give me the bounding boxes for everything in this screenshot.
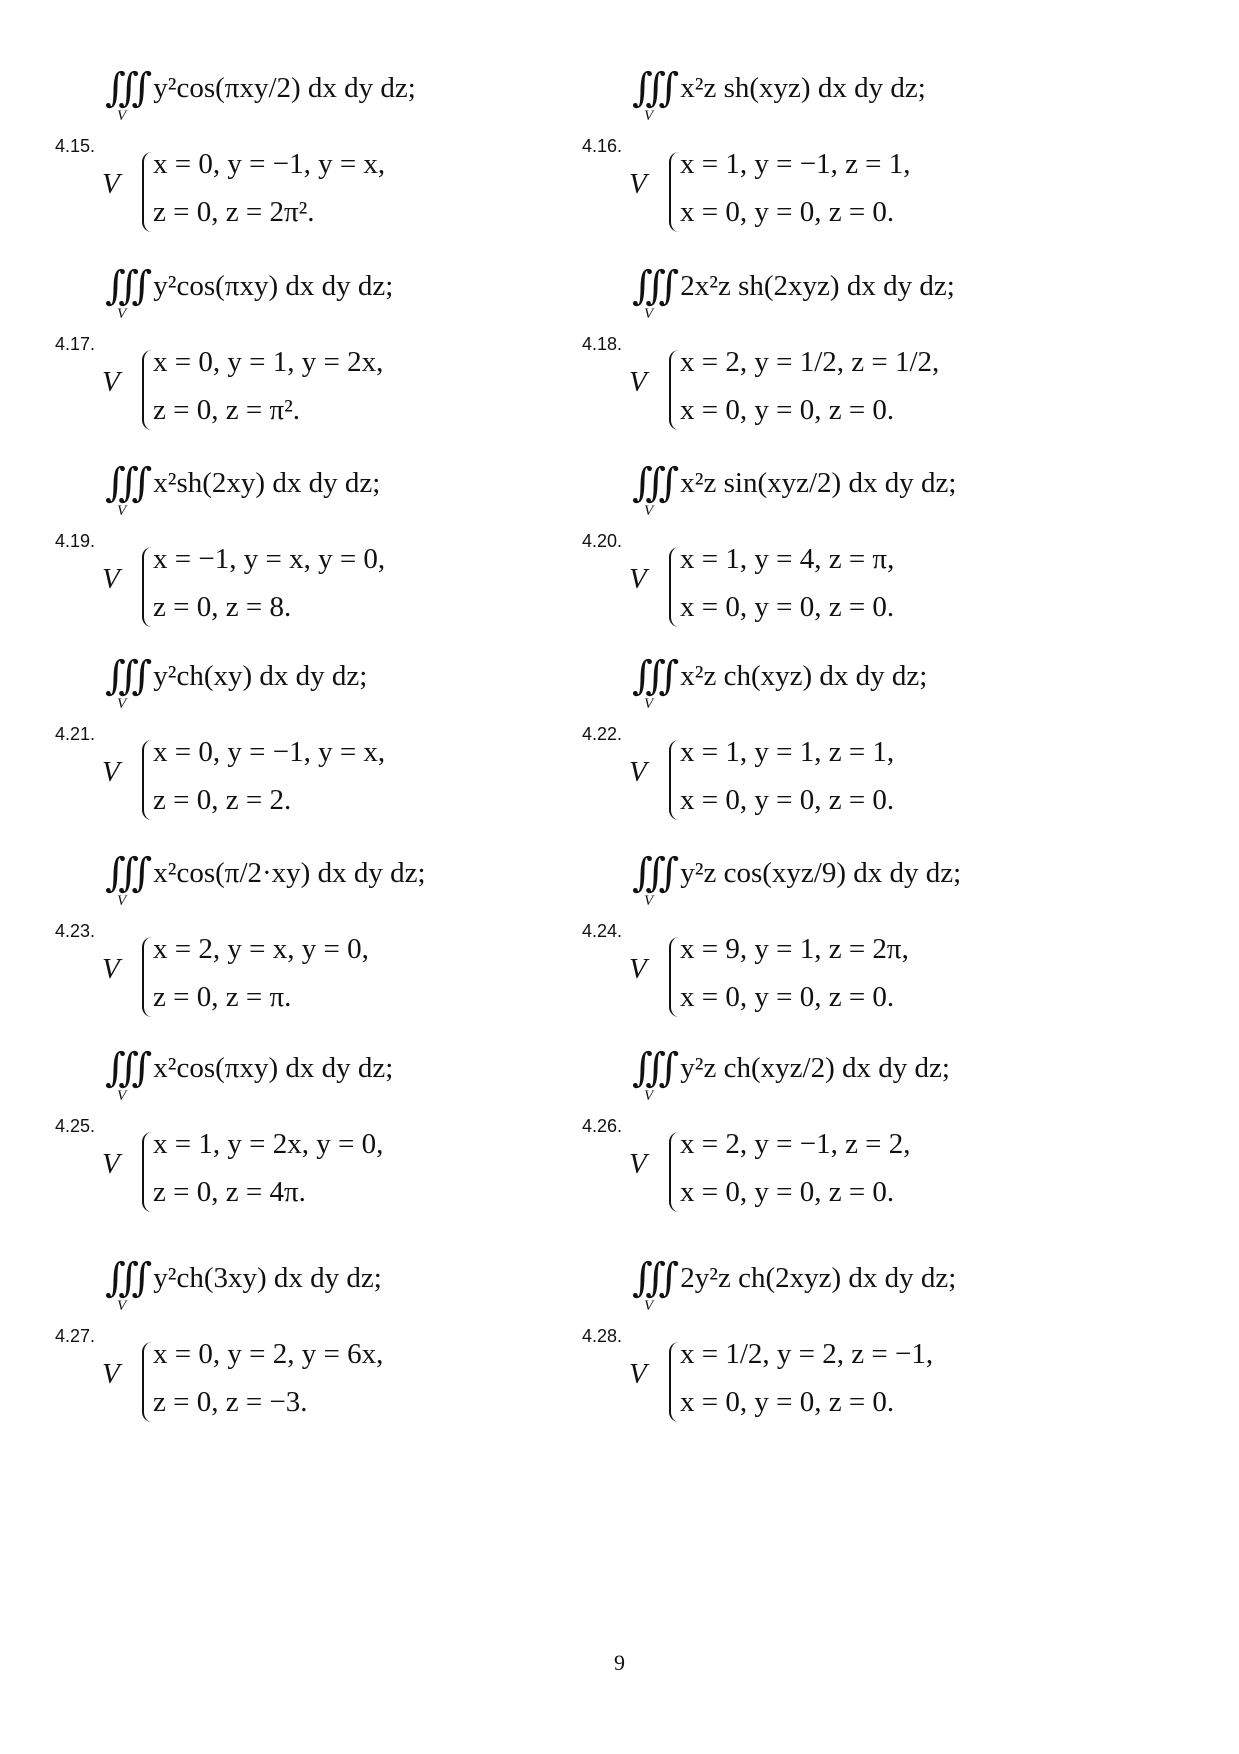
- region-label: V: [629, 1358, 647, 1390]
- problem-4-18: [582, 258, 1142, 458]
- integral-region-subscript: V: [644, 893, 654, 909]
- integral-region-subscript: V: [117, 696, 127, 712]
- problem-number: 4.27.: [55, 1326, 96, 1346]
- region-label: V: [102, 953, 120, 985]
- system-line-1: x = 1, y = −1, z = 1,: [680, 148, 911, 180]
- region-label: V: [629, 756, 647, 788]
- system-line-2: z = 0, z = 8.: [153, 591, 292, 623]
- problem-number: 4.15.: [55, 136, 96, 156]
- system-line-2: x = 0, y = 0, z = 0.: [680, 196, 895, 228]
- triple-integral-symbol: ∭ V: [105, 1255, 140, 1314]
- integrand: y²cos(πxy) dx dy dz;: [153, 269, 394, 302]
- integral-expression: [105, 1255, 382, 1314]
- system-line-2: x = 0, y = 0, z = 0.: [680, 981, 895, 1013]
- integrand: y²ch(xy) dx dy dz;: [153, 659, 368, 692]
- problem-number: 4.26.: [582, 1116, 623, 1136]
- problem-4-23: [55, 845, 615, 1045]
- integrand: x²sh(2xy) dx dy dz;: [153, 466, 381, 499]
- integral-expression: [632, 1255, 957, 1314]
- integral-region-subscript: V: [117, 1088, 127, 1104]
- integral-expression: [632, 1045, 950, 1104]
- system-line-1: x = 0, y = −1, y = x,: [153, 148, 386, 180]
- triple-integral-symbol: ∭ V: [632, 1255, 667, 1314]
- problem-number: 4.23.: [55, 921, 96, 941]
- region-label: V: [629, 168, 647, 200]
- integrand: y²cos(πxy/2) dx dy dz;: [153, 71, 416, 104]
- integrand: x²z ch(xyz) dx dy dz;: [680, 659, 928, 692]
- triple-integral-symbol: ∭ V: [632, 850, 667, 909]
- triple-integral-symbol: ∭ V: [632, 460, 667, 519]
- integral-region-subscript: V: [644, 1298, 654, 1314]
- system-line-1: x = 0, y = −1, y = x,: [153, 736, 386, 768]
- integrand: x²z sh(xyz) dx dy dz;: [680, 71, 926, 104]
- triple-integral-symbol: ∭ V: [105, 653, 140, 712]
- region-label: V: [102, 1358, 120, 1390]
- problem-4-19: [55, 455, 615, 655]
- problem-number: 4.22.: [582, 724, 623, 744]
- system-line-1: x = 1, y = 1, z = 1,: [680, 736, 895, 768]
- problem-4-21: [55, 648, 615, 848]
- system-line-2: z = 0, z = 2π².: [153, 196, 315, 228]
- region-label: V: [102, 563, 120, 595]
- integral-region-subscript: V: [117, 306, 127, 322]
- integral-region-subscript: V: [644, 306, 654, 322]
- problem-number: 4.17.: [55, 334, 96, 354]
- integrand: 2x²z sh(2xyz) dx dy dz;: [680, 269, 955, 302]
- problem-4-24: [582, 845, 1142, 1045]
- region-label: V: [629, 563, 647, 595]
- triple-integral-symbol: ∭ V: [105, 1045, 140, 1104]
- system-line-2: z = 0, z = π².: [153, 394, 301, 426]
- system-line-2: x = 0, y = 0, z = 0.: [680, 1176, 895, 1208]
- problem-number: 4.20.: [582, 531, 623, 551]
- integral-region-subscript: V: [644, 1088, 654, 1104]
- system-line-1: x = −1, y = x, y = 0,: [153, 543, 386, 575]
- region-label: V: [629, 366, 647, 398]
- integral-region-subscript: V: [644, 503, 654, 519]
- system-line-1: x = 0, y = 2, y = 6x,: [153, 1338, 384, 1370]
- integral-region-subscript: V: [117, 1298, 127, 1314]
- problem-number: 4.18.: [582, 334, 623, 354]
- system-line-1: x = 2, y = x, y = 0,: [153, 933, 369, 965]
- integrand: y²z cos(xyz/9) dx dy dz;: [680, 856, 962, 889]
- system-line-2: z = 0, z = 4π.: [153, 1176, 306, 1208]
- integral-expression: [632, 653, 928, 712]
- integrand: x²cos(π/2·xy) dx dy dz;: [153, 856, 426, 889]
- system-line-2: z = 0, z = π.: [153, 981, 292, 1013]
- system-line-1: x = 2, y = −1, z = 2,: [680, 1128, 911, 1160]
- integral-expression: [105, 460, 381, 519]
- page-number: 9: [614, 1650, 625, 1675]
- system-line-1: x = 9, y = 1, z = 2π,: [680, 933, 909, 965]
- integral-expression: [632, 65, 926, 124]
- system-line-2: x = 0, y = 0, z = 0.: [680, 591, 895, 623]
- integral-expression: [632, 263, 955, 322]
- integrand: 2y²z ch(2xyz) dx dy dz;: [680, 1261, 957, 1294]
- system-line-2: x = 0, y = 0, z = 0.: [680, 784, 895, 816]
- integrand: x²z sin(xyz/2) dx dy dz;: [680, 466, 957, 499]
- system-line-1: x = 1, y = 2x, y = 0,: [153, 1128, 384, 1160]
- integral-region-subscript: V: [117, 893, 127, 909]
- triple-integral-symbol: ∭ V: [105, 850, 140, 909]
- integral-region-subscript: V: [117, 108, 127, 124]
- system-line-2: x = 0, y = 0, z = 0.: [680, 394, 895, 426]
- region-label: V: [102, 168, 120, 200]
- integral-expression: [105, 65, 416, 124]
- integral-expression: [105, 653, 368, 712]
- integral-region-subscript: V: [644, 696, 654, 712]
- system-line-1: x = 1/2, y = 2, z = −1,: [680, 1338, 934, 1370]
- problem-4-15: [55, 60, 615, 260]
- system-line-1: x = 1, y = 4, z = π,: [680, 543, 895, 575]
- triple-integral-symbol: ∭ V: [632, 1045, 667, 1104]
- problem-number: 4.16.: [582, 136, 623, 156]
- problem-4-17: [55, 258, 615, 458]
- system-line-2: z = 0, z = 2.: [153, 784, 292, 816]
- triple-integral-symbol: ∭ V: [632, 263, 667, 322]
- region-label: V: [102, 366, 120, 398]
- region-label: V: [102, 1148, 120, 1180]
- problem-4-26: [582, 1040, 1142, 1240]
- triple-integral-symbol: ∭ V: [105, 460, 140, 519]
- integral-expression: [105, 850, 426, 909]
- triple-integral-symbol: ∭ V: [632, 65, 667, 124]
- problem-4-16: [582, 60, 1142, 260]
- region-label: V: [102, 756, 120, 788]
- problem-4-22: [582, 648, 1142, 848]
- region-label: V: [629, 1148, 647, 1180]
- integrand: x²cos(πxy) dx dy dz;: [153, 1051, 394, 1084]
- problem-number: 4.25.: [55, 1116, 96, 1136]
- integral-region-subscript: V: [644, 108, 654, 124]
- system-line-2: z = 0, z = −3.: [153, 1386, 308, 1418]
- system-line-1: x = 2, y = 1/2, z = 1/2,: [680, 346, 940, 378]
- problem-4-27: [55, 1250, 615, 1450]
- problem-number: 4.24.: [582, 921, 623, 941]
- problem-number: 4.19.: [55, 531, 96, 551]
- problem-4-28: [582, 1250, 1142, 1450]
- integrand: y²z ch(xyz/2) dx dy dz;: [680, 1051, 950, 1084]
- triple-integral-symbol: ∭ V: [632, 653, 667, 712]
- system-line-1: x = 0, y = 1, y = 2x,: [153, 346, 384, 378]
- triple-integral-symbol: ∭ V: [105, 263, 140, 322]
- triple-integral-symbol: ∭ V: [105, 65, 140, 124]
- integral-expression: [105, 263, 394, 322]
- integral-expression: [105, 1045, 394, 1104]
- problem-number: 4.21.: [55, 724, 96, 744]
- region-label: V: [629, 953, 647, 985]
- integral-expression: [632, 850, 962, 909]
- system-line-2: x = 0, y = 0, z = 0.: [680, 1386, 895, 1418]
- problem-number: 4.28.: [582, 1326, 623, 1346]
- problem-4-25: [55, 1040, 615, 1240]
- integral-region-subscript: V: [117, 503, 127, 519]
- integrand: y²ch(3xy) dx dy dz;: [153, 1261, 382, 1294]
- integral-expression: [632, 460, 957, 519]
- problem-4-20: [582, 455, 1142, 655]
